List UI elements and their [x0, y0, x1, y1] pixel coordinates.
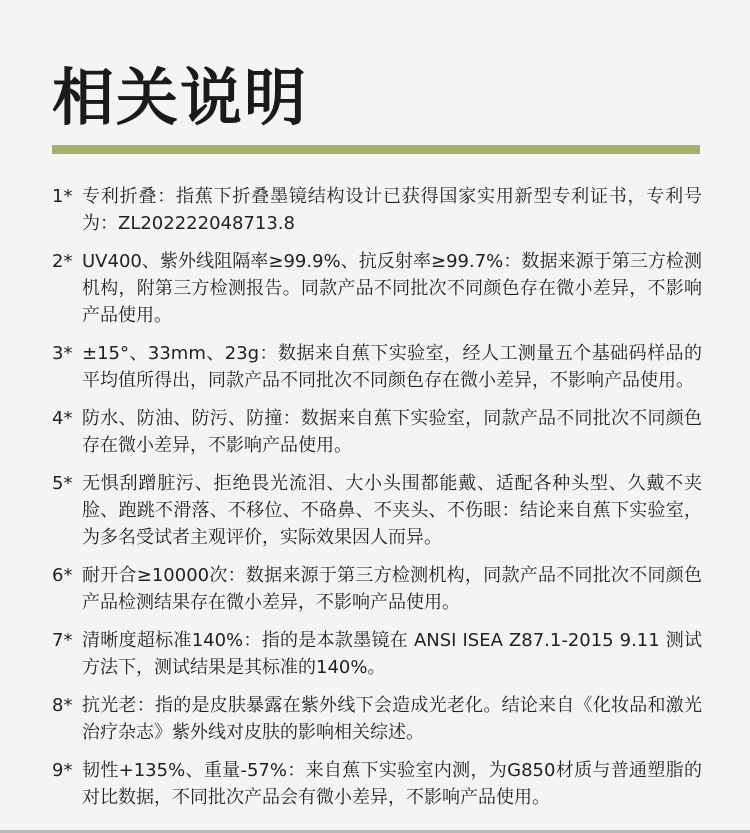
note-number: 7*	[52, 630, 73, 651]
note-number: 5*	[52, 473, 73, 494]
note-number: 2*	[52, 251, 73, 272]
note-item	[52, 248, 702, 329]
note-number: 3*	[52, 343, 73, 364]
note-item	[52, 627, 702, 681]
notes-list	[52, 183, 702, 822]
title-accent-bar	[52, 145, 700, 154]
note-item	[52, 340, 702, 394]
note-text: 抗光老：指的是皮肤暴露在紫外线下会造成光老化。结论来自《化妆品和激光治疗杂志》紫外线对皮肤的影响相关综述。	[82, 695, 702, 743]
note-item	[52, 183, 702, 237]
note-text: ±15°、33mm、23g：数据来自蕉下实验室，经人工测量五个基础码样品的平均值所得出，同款产品不同批次不同颜色存在微小差异，不影响产品使用。	[82, 343, 702, 391]
page-title: 相关说明	[52, 61, 309, 134]
note-text: UV400、紫外线阻隔率≥99.9%、抗反射率≥99.7%：数据来源于第三方检测机构，附第三方检测报告。同款产品不同批次不同颜色存在微小差异，不影响产品使用。	[82, 251, 702, 326]
note-text: 韧性+135%、重量-57%：来自蕉下实验室内测，为G850材质与普通塑脂的对比数据，不同批次产品会有微小差异，不影响产品使用。	[82, 760, 702, 808]
note-number: 1*	[52, 186, 73, 207]
note-item	[52, 757, 702, 811]
note-item	[52, 405, 702, 459]
note-text: 防水、防油、防污、防撞：数据来自蕉下实验室，同款产品不同批次不同颜色存在微小差异，不影响产品使用。	[82, 408, 702, 456]
note-text: 耐开合≥10000次：数据来源于第三方检测机构，同款产品不同批次不同颜色产品检测结果存在微小差异，不影响产品使用。	[82, 565, 702, 613]
note-number: 6*	[52, 565, 73, 586]
note-text: 清晰度超标准140%：指的是本款墨镜在 ANSI ISEA Z87.1-2015 9.11 测试方法下，测试结果是其标准的140%。	[82, 630, 702, 678]
note-item	[52, 692, 702, 746]
note-item	[52, 470, 702, 551]
note-number: 8*	[52, 695, 73, 716]
note-item	[52, 562, 702, 616]
note-number: 4*	[52, 408, 73, 429]
note-number: 9*	[52, 760, 73, 781]
note-text: 无惧刮蹭脏污、拒绝畏光流泪、大小头围都能戴、适配各种头型、久戴不夹脸、跑跳不滑落、不移位、不硌鼻、不夹头、不伤眼：结论来自蕉下实验室，为多名受试者主观评价，实际效果因人而异。	[82, 473, 702, 548]
note-text: 专利折叠：指蕉下折叠墨镜结构设计已获得国家实用新型专利证书，专利号为：ZL202222048713.8	[82, 186, 702, 234]
